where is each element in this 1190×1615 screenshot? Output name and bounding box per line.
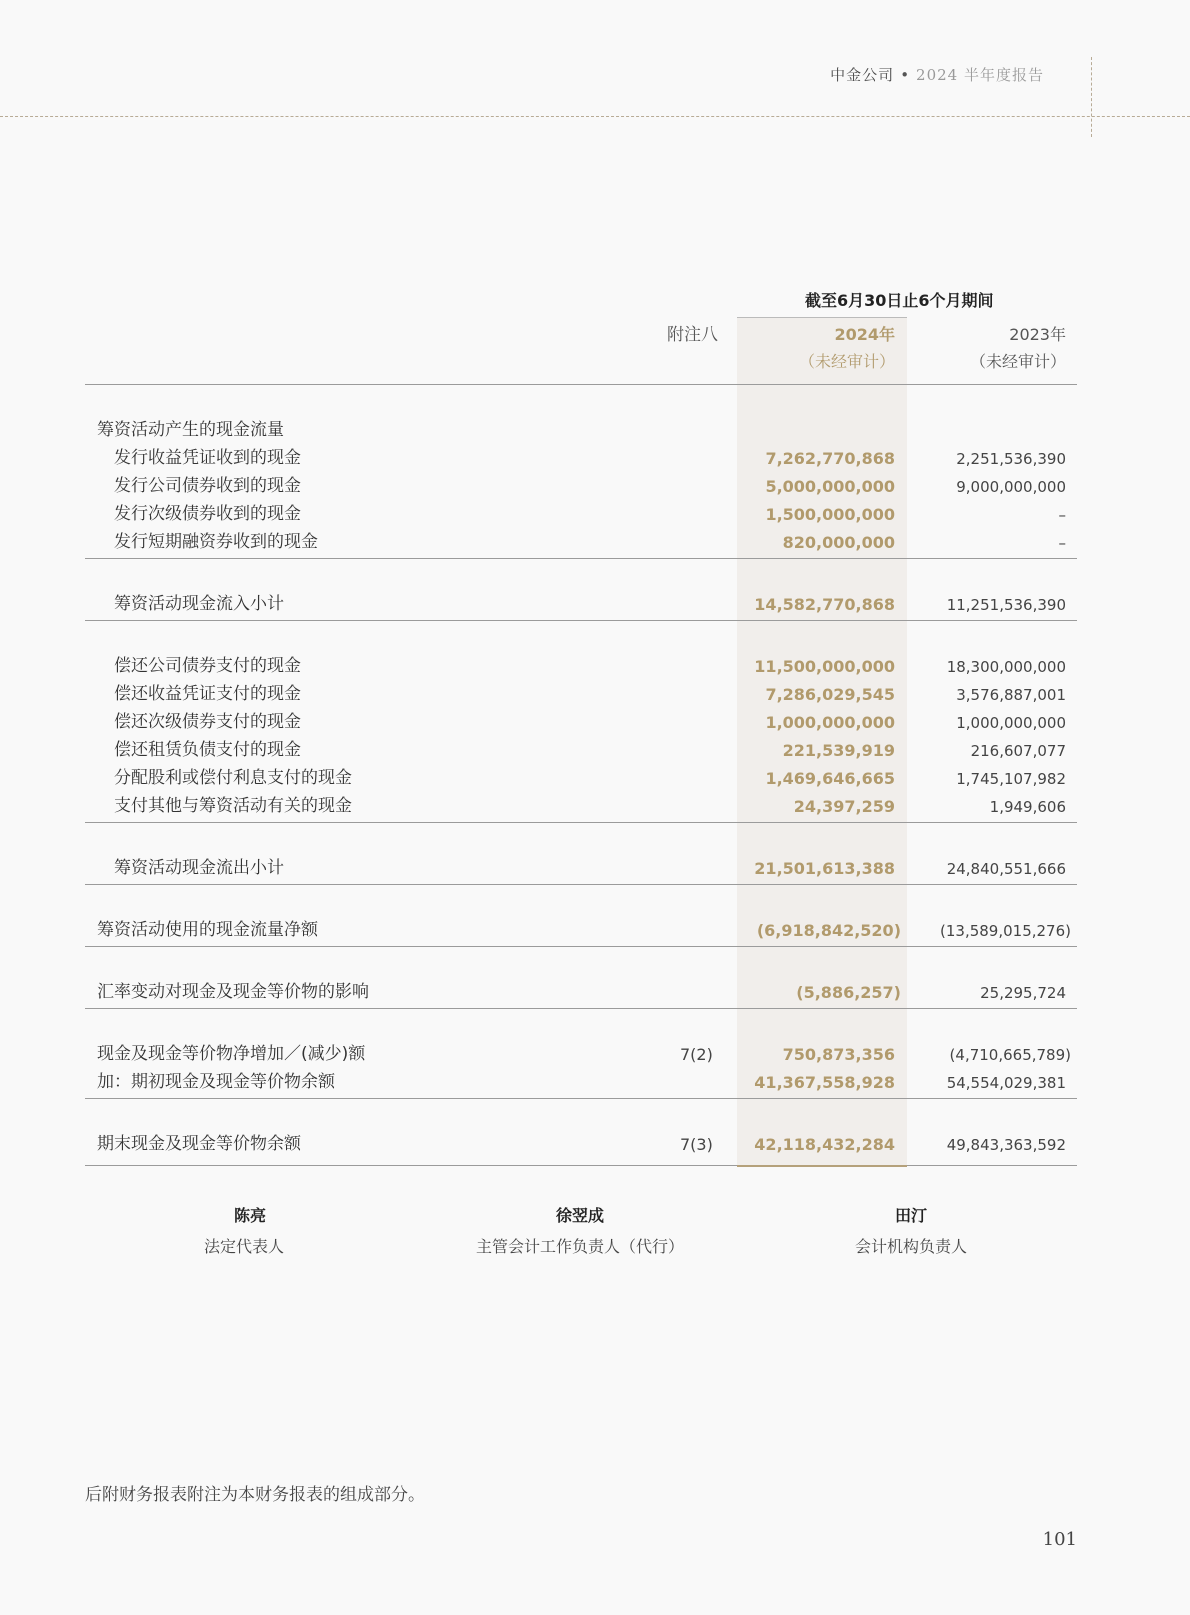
- note-reference: 7(2): [680, 1045, 713, 1064]
- section-rule: [85, 1098, 1077, 1099]
- current-value: 21,501,613,388: [754, 859, 895, 878]
- prior-value: –: [1058, 534, 1066, 552]
- section-rule: [85, 558, 1077, 559]
- section-rule: [85, 1008, 1077, 1009]
- prior-value: 2,251,536,390: [956, 450, 1066, 468]
- current-value: 24,397,259: [793, 797, 895, 816]
- column-band-top-rule: [737, 317, 907, 318]
- signatory-title: 主管会计工作负责人（代行）: [475, 1237, 685, 1256]
- table-row-label: 发行短期融资券收到的现金: [114, 532, 318, 552]
- signatory-title: 法定代表人: [203, 1237, 285, 1256]
- table-row-label: 筹资活动产生的现金流量: [97, 420, 284, 440]
- table-row-label: 筹资活动使用的现金流量净额: [97, 920, 318, 940]
- current-value: (6,918,842,520): [756, 921, 901, 940]
- section-rule: [85, 946, 1077, 947]
- current-value: 1,000,000,000: [765, 713, 895, 732]
- current-value: 7,262,770,868: [765, 449, 895, 468]
- footnote: 后附财务报表附注为本财务报表的组成部分。: [85, 1485, 425, 1505]
- current-value: 820,000,000: [782, 533, 895, 552]
- current-value: 42,118,432,284: [754, 1135, 895, 1154]
- table-row-label: 筹资活动现金流出小计: [114, 858, 284, 878]
- prior-value: 11,251,536,390: [946, 596, 1066, 614]
- current-value: 750,873,356: [782, 1045, 895, 1064]
- current-value: 221,539,919: [782, 741, 895, 760]
- table-row-label: 偿还次级债券支付的现金: [114, 712, 301, 732]
- prior-value: 18,300,000,000: [946, 658, 1066, 676]
- current-year-header: 2024年: [834, 325, 895, 344]
- table-row-label: 现金及现金等价物净增加／(减少)额: [97, 1044, 366, 1064]
- prior-value: (13,589,015,276): [940, 922, 1071, 940]
- table-row-label: 偿还收益凭证支付的现金: [114, 684, 301, 704]
- page-number: 101: [1042, 1529, 1077, 1550]
- report-title: 2024 半年度报告: [916, 66, 1044, 84]
- table-header-rule: [85, 384, 1077, 385]
- prior-audit-status: （未经审计）: [969, 352, 1066, 371]
- prior-value: 1,000,000,000: [956, 714, 1066, 732]
- header-separator: •: [900, 66, 911, 84]
- header-dashed-rule: [0, 116, 1190, 117]
- table-row-label: 汇率变动对现金及现金等价物的影响: [97, 982, 369, 1002]
- table-row-label: 加：期初现金及现金等价物余额: [97, 1072, 335, 1092]
- table-bottom-rule: [85, 1165, 1077, 1166]
- current-value: 1,500,000,000: [765, 505, 895, 524]
- current-value: 5,000,000,000: [765, 477, 895, 496]
- prior-value: 3,576,887,001: [956, 686, 1066, 704]
- table-row-label: 筹资活动现金流入小计: [114, 594, 284, 614]
- table-row-label: 发行收益凭证收到的现金: [114, 448, 301, 468]
- table-row-label: 偿还租赁负债支付的现金: [114, 740, 301, 760]
- prior-value: 54,554,029,381: [946, 1074, 1066, 1092]
- period-title: 截至6月30日止6个月期间: [805, 291, 994, 310]
- prior-value: 216,607,077: [970, 742, 1066, 760]
- column-band-bottom-rule: [737, 1165, 907, 1167]
- current-audit-status: （未经审计）: [798, 352, 895, 371]
- prior-value: 1,745,107,982: [956, 770, 1066, 788]
- prior-year-header: 2023年: [1009, 325, 1066, 344]
- section-rule: [85, 620, 1077, 621]
- section-rule: [85, 822, 1077, 823]
- current-value: 1,469,646,665: [765, 769, 895, 788]
- signatory-name: 陈亮: [233, 1206, 267, 1225]
- current-value: 41,367,558,928: [754, 1073, 895, 1092]
- current-value: 11,500,000,000: [754, 657, 895, 676]
- note-column-header: 附注八: [667, 325, 718, 345]
- current-value: 7,286,029,545: [765, 685, 895, 704]
- table-row-label: 发行公司债券收到的现金: [114, 476, 301, 496]
- prior-value: –: [1058, 506, 1066, 524]
- prior-value: 25,295,724: [980, 984, 1066, 1002]
- signatory-name: 田汀: [894, 1206, 928, 1225]
- company-name: 中金公司: [830, 66, 895, 84]
- signatory-name: 徐翌成: [555, 1206, 605, 1225]
- running-header: [830, 64, 1044, 85]
- table-row-label: 支付其他与筹资活动有关的现金: [114, 796, 352, 816]
- table-row-label: 偿还公司债券支付的现金: [114, 656, 301, 676]
- prior-value: (4,710,665,789): [949, 1046, 1071, 1064]
- table-row-label: 发行次级债券收到的现金: [114, 504, 301, 524]
- prior-value: 49,843,363,592: [946, 1136, 1066, 1154]
- prior-value: 24,840,551,666: [946, 860, 1066, 878]
- signatory-title: 会计机构负责人: [854, 1237, 968, 1256]
- table-row-label: 期末现金及现金等价物余额: [97, 1134, 301, 1154]
- header-vertical-dashed-rule: [1091, 57, 1092, 137]
- current-value: (5,886,257): [796, 983, 901, 1002]
- current-value: 14,582,770,868: [754, 595, 895, 614]
- prior-value: 1,949,606: [989, 798, 1066, 816]
- note-reference: 7(3): [680, 1135, 713, 1154]
- table-row-label: 分配股利或偿付利息支付的现金: [114, 768, 352, 788]
- prior-value: 9,000,000,000: [956, 478, 1066, 496]
- section-rule: [85, 884, 1077, 885]
